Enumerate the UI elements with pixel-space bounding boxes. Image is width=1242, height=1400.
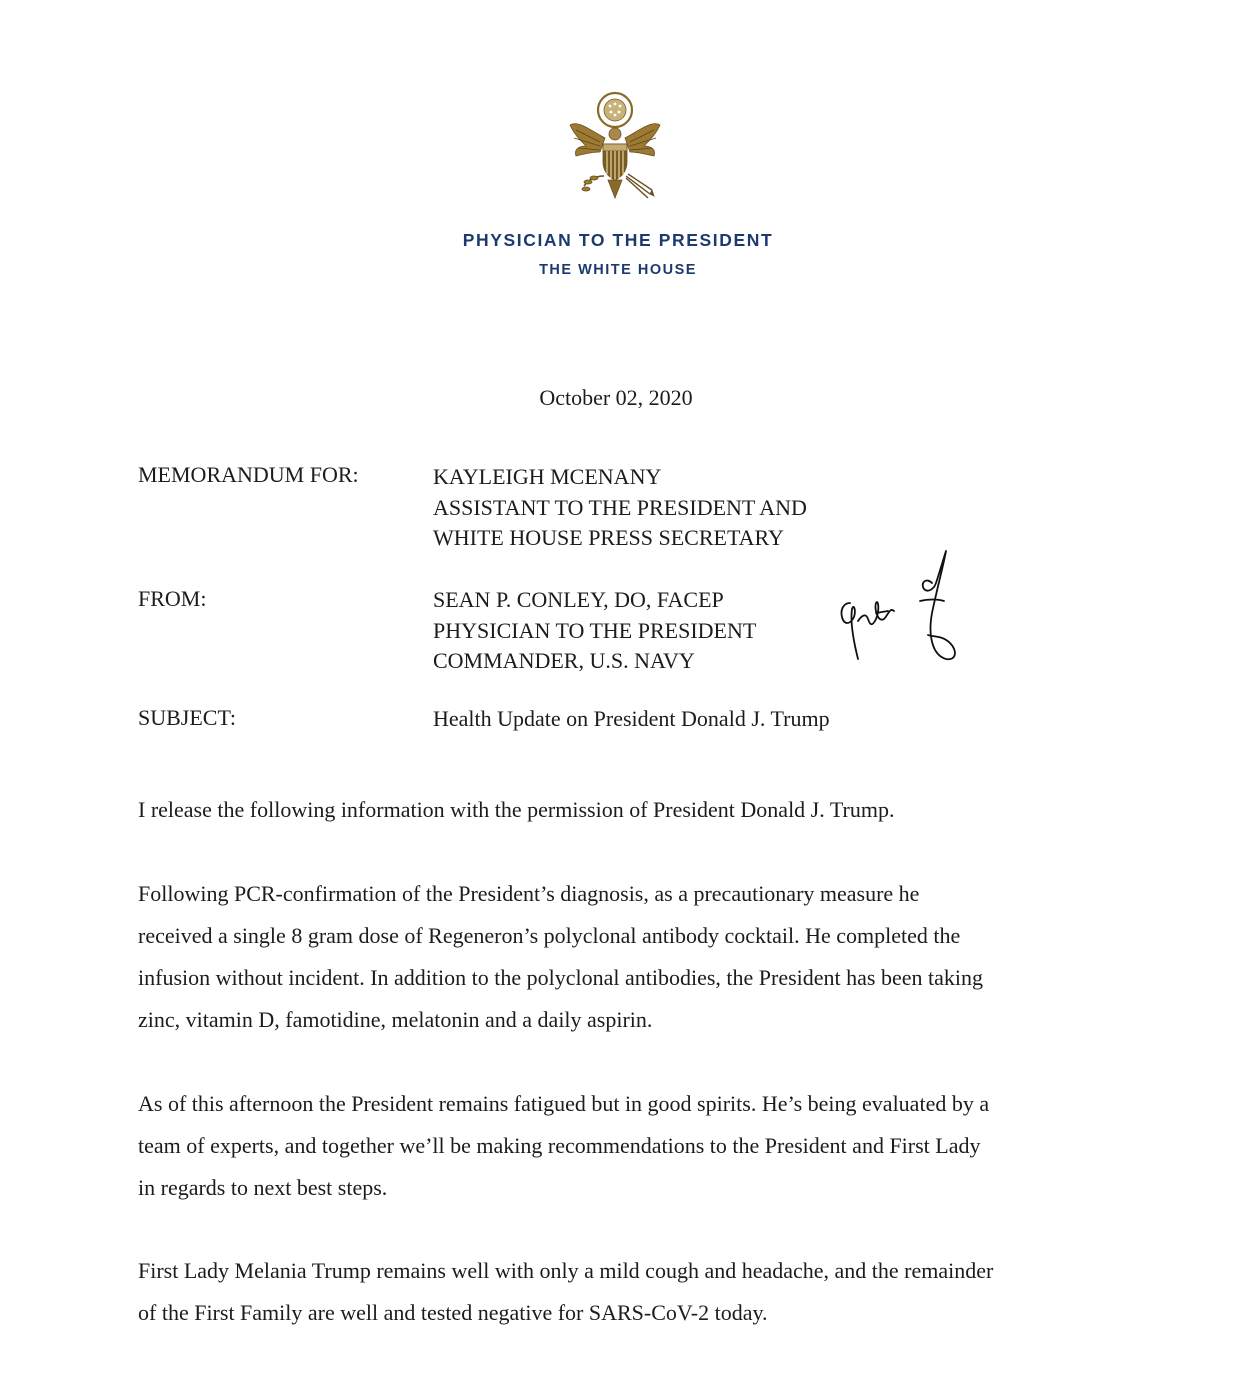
from-sender — [433, 585, 756, 677]
paragraph-line: in regards to next best steps. — [138, 1175, 388, 1200]
recipient-line: WHITE HOUSE PRESS SECRETARY — [433, 525, 784, 550]
paragraph-line: First Lady Melania Trump remains well with only a mild cough and headache, and the remainder — [138, 1258, 994, 1283]
body-paragraph-3 — [138, 1083, 1113, 1209]
letterhead-subtitle: THE WHITE HOUSE — [539, 262, 697, 278]
paragraph-line: As of this afternoon the President remains fatigued but in good spirits. He’s being evaluated by a — [138, 1091, 990, 1116]
letterhead-title: PHYSICIAN TO THE PRESIDENT — [462, 230, 774, 250]
paragraph-line: received a single 8 gram dose of Regeneron’s polyclonal antibody cocktail. He completed the — [138, 923, 961, 948]
recipient-line: ASSISTANT TO THE PRESIDENT AND — [433, 494, 807, 520]
body-paragraph-2 — [138, 873, 1113, 1041]
memorandum-for-recipient — [433, 462, 807, 554]
recipient-line: KAYLEIGH MCENANY — [433, 464, 662, 489]
subject-label: SUBJECT: — [138, 705, 236, 730]
subject-value: Health Update on President Donald J. Trump — [433, 706, 830, 731]
sender-line: PHYSICIAN TO THE PRESIDENT — [433, 617, 757, 643]
paragraph-line: team of experts, and together we’ll be making recommendations to the President and First Lady — [138, 1133, 981, 1158]
signature-icon — [828, 543, 978, 673]
sender-line: COMMANDER, U.S. NAVY — [433, 648, 695, 673]
paragraph-line: of the First Family are well and tested negative for SARS-CoV-2 today. — [138, 1300, 768, 1325]
paragraph-line: I release the following information with the permission of President Donald J. Trump. — [138, 797, 895, 822]
from-label: FROM: — [138, 586, 207, 611]
memo-date: October 02, 2020 — [539, 385, 693, 410]
presidential-seal-icon — [560, 90, 670, 208]
memorandum-for-label: MEMORANDUM FOR: — [138, 462, 359, 487]
body-paragraph-4 — [138, 1250, 1113, 1334]
paragraph-line: infusion without incident. In addition to the polyclonal antibodies, the President has been taking — [138, 965, 984, 990]
paragraph-line: zinc, vitamin D, famotidine, melatonin and a daily aspirin. — [138, 1007, 653, 1032]
body-paragraph-1 — [138, 789, 1113, 831]
sender-line: SEAN P. CONLEY, DO, FACEP — [433, 587, 724, 612]
paragraph-line: Following PCR-confirmation of the President’s diagnosis, as a precautionary measure he — [138, 881, 920, 906]
